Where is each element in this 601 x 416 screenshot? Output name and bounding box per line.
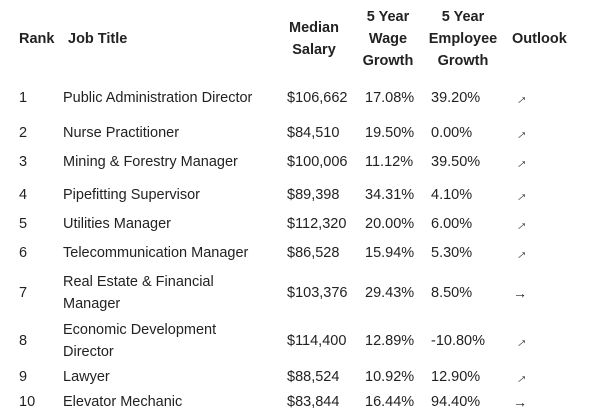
rank-cell: 8: [19, 333, 28, 349]
rank-cell: 3: [19, 154, 28, 170]
header-median-salary: Median Salary: [289, 20, 339, 58]
up-right-arrow-icon: →: [509, 151, 531, 173]
rank-cell: 2: [19, 125, 28, 141]
rank-cell: 10: [19, 394, 36, 410]
salary-cell: $83,844: [287, 394, 340, 410]
job-title-cell: Lawyer: [63, 369, 110, 385]
rank-cell: 7: [19, 285, 28, 301]
wage-growth-cell: 10.92%: [365, 369, 415, 385]
wage-growth-cell: 29.43%: [365, 285, 415, 301]
employee-growth-cell: 5.30%: [431, 245, 473, 261]
job-title-cell: Elevator Mechanic: [63, 394, 183, 410]
header-rank: Rank: [19, 31, 55, 47]
up-right-arrow-icon: →: [509, 330, 531, 352]
header-wage-growth: 5 Year Wage Growth: [362, 9, 414, 69]
header-job-title: Job Title: [68, 31, 128, 47]
up-right-arrow-icon: →: [509, 184, 531, 206]
right-arrow-icon: →: [513, 285, 527, 301]
wage-growth-cell: 34.31%: [365, 187, 415, 203]
employee-growth-cell: 39.50%: [431, 154, 481, 170]
salary-cell: $88,524: [287, 369, 340, 385]
job-title-cell: Economic Development Director: [63, 322, 217, 360]
salary-cell: $106,662: [287, 90, 348, 106]
employee-growth-cell: 94.40%: [431, 394, 481, 410]
job-title-cell: Pipefitting Supervisor: [63, 187, 201, 203]
job-title-cell: Mining & Forestry Manager: [63, 154, 238, 170]
up-right-arrow-icon: →: [509, 366, 531, 388]
wage-growth-cell: 15.94%: [365, 245, 415, 261]
up-right-arrow-icon: →: [509, 242, 531, 264]
rank-cell: 5: [19, 216, 28, 232]
up-right-arrow-icon: →: [509, 87, 531, 109]
wage-growth-cell: 19.50%: [365, 125, 415, 141]
salary-cell: $89,398: [287, 187, 340, 203]
header-outlook: Outlook: [512, 31, 567, 47]
employee-growth-cell: 8.50%: [431, 285, 473, 301]
employee-growth-cell: 4.10%: [431, 187, 473, 203]
wage-growth-cell: 16.44%: [365, 394, 415, 410]
salary-cell: $86,528: [287, 245, 340, 261]
salary-cell: $84,510: [287, 125, 340, 141]
wage-growth-cell: 17.08%: [365, 90, 415, 106]
employee-growth-cell: 39.20%: [431, 90, 481, 106]
job-title-cell: Utilities Manager: [63, 216, 171, 232]
up-right-arrow-icon: →: [509, 122, 531, 144]
rank-cell: 6: [19, 245, 28, 261]
wage-growth-cell: 12.89%: [365, 333, 415, 349]
employee-growth-cell: -10.80%: [431, 333, 486, 349]
salary-cell: $103,376: [287, 285, 348, 301]
salary-cell: $100,006: [287, 154, 348, 170]
job-title-cell: Nurse Practitioner: [63, 125, 180, 141]
rank-cell: 4: [19, 187, 28, 203]
header-employee-growth: 5 Year Employee Growth: [428, 9, 498, 69]
employee-growth-cell: 12.90%: [431, 369, 481, 385]
salary-cell: $112,320: [287, 216, 347, 232]
wage-growth-cell: 20.00%: [365, 216, 415, 232]
job-title-cell: Telecommunication Manager: [63, 245, 249, 261]
employee-growth-cell: 6.00%: [431, 216, 473, 232]
job-title-cell: Public Administration Director: [63, 90, 253, 106]
employee-growth-cell: 0.00%: [431, 125, 473, 141]
job-title-cell: Real Estate & Financial Manager: [63, 274, 214, 312]
rank-cell: 1: [19, 90, 28, 106]
wage-growth-cell: 11.12%: [365, 154, 414, 170]
up-right-arrow-icon: →: [509, 213, 531, 235]
rank-cell: 9: [19, 369, 28, 385]
salary-cell: $114,400: [287, 333, 347, 349]
right-arrow-icon: →: [513, 394, 527, 410]
